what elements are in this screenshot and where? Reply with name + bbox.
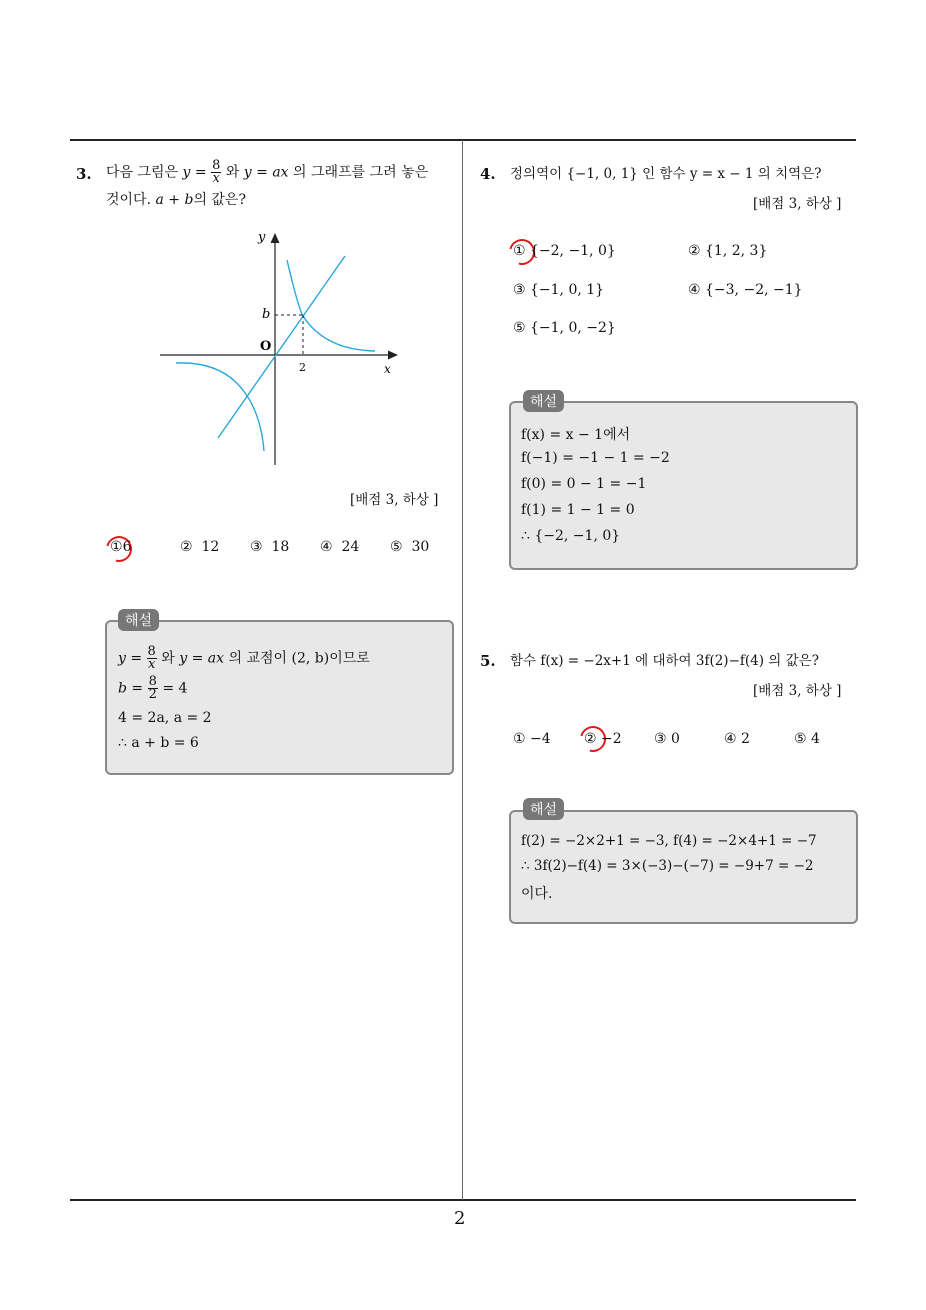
q5-choice-4[interactable] <box>724 731 750 747</box>
choice-value: 18 <box>271 539 290 555</box>
choice-value: −2 <box>601 731 622 747</box>
choice-mark: ① <box>513 731 526 747</box>
choice-value: {−1, 0, −2} <box>530 320 616 336</box>
q5-points: [배점 3, 하상 ] <box>753 683 842 699</box>
q3-choice-3[interactable] <box>250 539 289 555</box>
choice-mark: ② <box>180 539 193 555</box>
origin-label: O <box>260 339 272 354</box>
column-divider <box>462 140 463 1200</box>
q3-text-b: 와 <box>225 164 240 181</box>
q3-choice-5[interactable] <box>390 539 429 555</box>
q4-solution-line1: f(x) = x − 1에서 <box>521 427 631 443</box>
q3-text-d: 것이다. <box>106 192 152 208</box>
q3-eq2: y = ax <box>243 164 289 181</box>
choice-mark: ③ <box>250 539 263 555</box>
choice-mark: ④ <box>688 282 701 298</box>
q3-choice-4[interactable] <box>320 539 359 555</box>
sol-text: 와 <box>161 650 175 667</box>
q3-choice-1[interactable] <box>110 539 131 555</box>
choice-value: {1, 2, 3} <box>705 243 768 259</box>
q3-solution-line4: ∴ a + b = 6 <box>118 735 199 751</box>
q4-choice-3[interactable] <box>513 282 604 298</box>
choice-mark: ④ <box>724 731 737 747</box>
x-axis-label: x <box>384 362 391 376</box>
q4-choice-5[interactable] <box>513 320 616 336</box>
choice-value: 4 <box>811 731 820 747</box>
two-label: 2 <box>299 361 306 374</box>
line-y-ax <box>218 256 345 438</box>
bottom-rule <box>70 1199 856 1201</box>
q4-choice-1[interactable] <box>513 243 616 259</box>
q4-choice-4[interactable] <box>688 282 803 298</box>
q3-frac-num: 8 <box>212 158 221 173</box>
q5-number: 5. <box>480 652 496 670</box>
q4-solution-tag: 해설 <box>523 390 564 412</box>
b-label: b <box>262 307 271 322</box>
choice-value: {−2, −1, 0} <box>530 243 616 259</box>
q3-text-c: 의 그래프를 그려 놓은 <box>293 164 429 181</box>
sol-frac2-den: 2 <box>148 687 157 702</box>
q3-frac-den: x <box>212 171 220 186</box>
choice-value: 0 <box>671 731 680 747</box>
q3-solution-line2 <box>118 676 187 701</box>
q4-number: 4. <box>480 165 496 183</box>
choice-mark: ① <box>513 243 526 259</box>
q4-choice-2[interactable] <box>688 243 767 259</box>
sol-frac2-num: 8 <box>148 674 157 689</box>
top-rule <box>70 139 856 141</box>
sol-fraction <box>147 646 157 671</box>
sol-eq: y = <box>118 650 143 667</box>
page-number: 2 <box>454 1208 466 1229</box>
choice-mark: ③ <box>513 282 526 298</box>
q4-text: 정의역이 {−1, 0, 1} 인 함수 y = x − 1 의 치역은? <box>510 166 822 182</box>
sol-b-eq: b = <box>118 680 144 697</box>
sol-text2: 의 교점이 (2, b)이므로 <box>228 650 370 667</box>
q5-solution-line3: 이다. <box>521 886 553 902</box>
choice-value: 2 <box>741 731 750 747</box>
choice-mark: ③ <box>654 731 667 747</box>
choice-mark: ⑤ <box>390 539 403 555</box>
q5-solution-line2: ∴ 3f(2)−f(4) = 3×(−3)−(−7) = −9+7 = −2 <box>521 858 814 874</box>
sol-frac-den: x <box>148 657 156 672</box>
q3-choice-2[interactable] <box>180 539 219 555</box>
sol-fraction2 <box>148 676 158 701</box>
choice-mark: ⑤ <box>794 731 807 747</box>
q3-text-e: 의 값은? <box>193 192 246 208</box>
q5-choice-3[interactable] <box>654 731 680 747</box>
choice-value: 6 <box>122 539 132 555</box>
choice-value: −4 <box>530 731 551 747</box>
q5-solution-tag: 해설 <box>523 798 564 820</box>
q3-text-a: 다음 그림은 <box>106 164 179 181</box>
q4-points: [배점 3, 하상 ] <box>753 196 842 212</box>
choice-value: {−1, 0, 1} <box>530 282 605 298</box>
hyperbola-q3 <box>176 363 264 451</box>
q5-text: 함수 f(x) = −2x+1 에 대하여 3f(2)−f(4) 의 값은? <box>510 653 819 669</box>
q4-solution-line5: ∴ {−2, −1, 0} <box>521 528 621 544</box>
sol-frac-num: 8 <box>147 644 156 659</box>
choice-value: 24 <box>341 539 360 555</box>
q4-solution-line3: f(0) = 0 − 1 = −1 <box>521 476 647 492</box>
choice-mark: ⑤ <box>513 320 526 336</box>
choice-mark: ④ <box>320 539 333 555</box>
q5-solution-line1: f(2) = −2×2+1 = −3, f(4) = −2×4+1 = −7 <box>521 833 817 849</box>
q3-text-line2 <box>106 188 246 212</box>
q4-solution-line2: f(−1) = −1 − 1 = −2 <box>521 450 670 466</box>
q3-solution-line1 <box>118 646 370 671</box>
choice-mark: ② <box>584 731 597 747</box>
q3-eq1: y = <box>182 164 207 181</box>
sol-b-result: = 4 <box>162 680 188 697</box>
q3-fraction <box>211 160 221 185</box>
q3-solution-tag: 해설 <box>118 609 159 631</box>
q3-number: 3. <box>76 165 92 183</box>
sol-eq2: y = ax <box>179 650 225 667</box>
q5-choice-5[interactable] <box>794 731 820 747</box>
q3-graph <box>150 225 410 470</box>
q5-choice-1[interactable] <box>513 731 551 747</box>
y-axis-label: y <box>258 230 266 245</box>
q5-choice-2[interactable] <box>584 731 622 747</box>
q4-solution-line4: f(1) = 1 − 1 = 0 <box>521 502 635 518</box>
q3-points: [배점 3, 하상 ] <box>350 492 439 508</box>
q3-text-line1 <box>106 160 428 185</box>
choice-value: 30 <box>411 539 430 555</box>
choice-mark: ② <box>688 243 701 259</box>
hyperbola-q1 <box>287 260 375 351</box>
y-axis-arrow <box>271 233 280 243</box>
q3-expr: a + b <box>155 192 194 208</box>
x-axis-arrow <box>388 351 398 360</box>
q3-solution-line3: 4 = 2a, a = 2 <box>118 710 212 726</box>
choice-mark: ① <box>110 539 123 555</box>
choice-value: 12 <box>201 539 220 555</box>
choice-value: {−3, −2, −1} <box>705 282 803 298</box>
